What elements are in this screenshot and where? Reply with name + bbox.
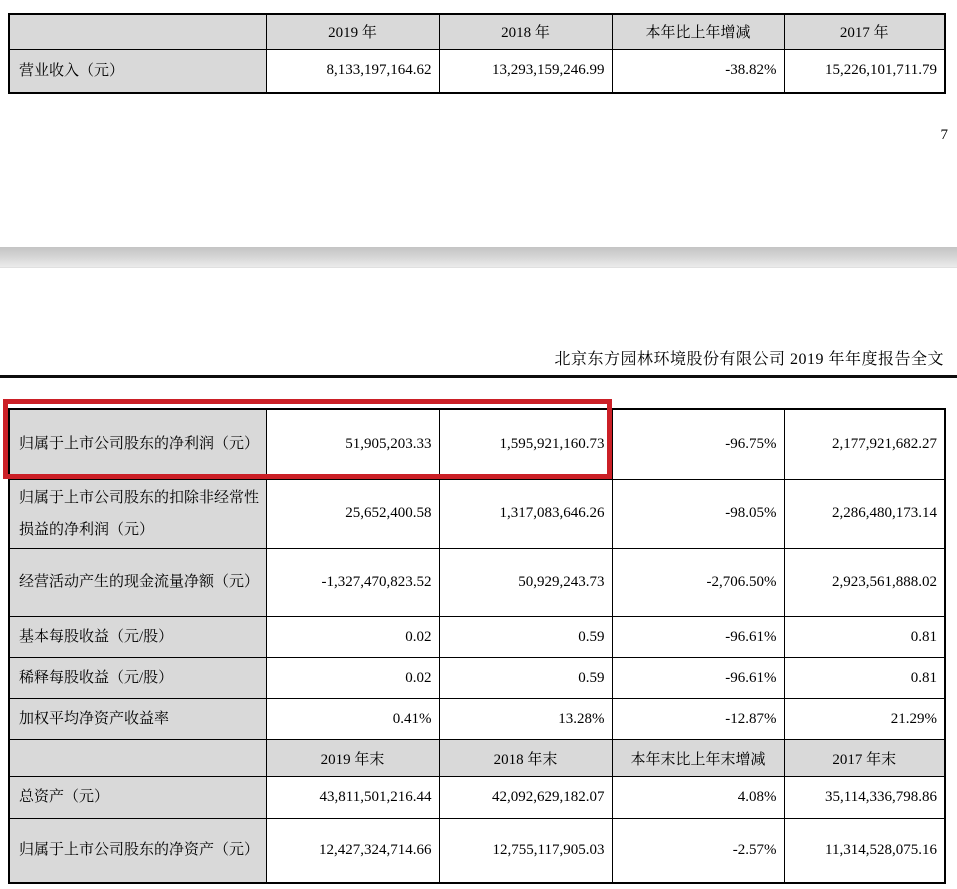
row-label-cell: 总资产（元） xyxy=(9,777,266,819)
header-cell-2018-eoy: 2018 年末 xyxy=(439,740,612,777)
value-cell: -1,327,470,823.52 xyxy=(266,549,439,617)
page-gap-separator xyxy=(0,247,957,268)
value-cell: -96.75% xyxy=(612,409,784,479)
value-cell: 21.29% xyxy=(784,699,945,740)
value-cell: 1,317,083,646.26 xyxy=(439,479,612,549)
value-cell: -2.57% xyxy=(612,819,784,883)
row-label-cell: 加权平均净资产收益率 xyxy=(9,699,266,740)
value-cell: -2,706.50% xyxy=(612,549,784,617)
value-cell: 15,226,101,711.79 xyxy=(784,49,945,93)
table-row xyxy=(9,658,945,699)
header-cell-2019: 2019 年 xyxy=(266,14,439,49)
revenue-table-header-row xyxy=(9,14,945,49)
value-cell: 0.81 xyxy=(784,617,945,658)
row-label-cell: 稀释每股收益（元/股） xyxy=(9,658,266,699)
value-cell: -98.05% xyxy=(612,479,784,549)
row-label-cell: 营业收入（元） xyxy=(9,49,266,93)
value-cell: 8,133,197,164.62 xyxy=(266,49,439,93)
table-row xyxy=(9,549,945,617)
value-cell: 4.08% xyxy=(612,777,784,819)
value-cell: 0.02 xyxy=(266,617,439,658)
value-cell: 25,652,400.58 xyxy=(266,479,439,549)
value-cell: 2,286,480,173.14 xyxy=(784,479,945,549)
header-cell-change-eoy: 本年末比上年末增减 xyxy=(612,740,784,777)
header-cell-empty xyxy=(9,740,266,777)
table-row xyxy=(9,699,945,740)
value-cell: 0.59 xyxy=(439,658,612,699)
value-cell: 0.02 xyxy=(266,658,439,699)
value-cell: 13,293,159,246.99 xyxy=(439,49,612,93)
table-row xyxy=(9,479,945,549)
row-label-cell: 归属于上市公司股东的净利润（元） xyxy=(9,409,266,479)
value-cell: 2,923,561,888.02 xyxy=(784,549,945,617)
header-cell-change: 本年比上年增减 xyxy=(612,14,784,49)
revenue-table xyxy=(8,13,946,94)
value-cell: 2,177,921,682.27 xyxy=(784,409,945,479)
value-cell: 35,114,336,798.86 xyxy=(784,777,945,819)
header-cell-2018: 2018 年 xyxy=(439,14,612,49)
table-row xyxy=(9,819,945,883)
report-header: 北京东方园林环境股份有限公司 2019 年年度报告全文 xyxy=(0,346,957,378)
row-label-cell: 基本每股收益（元/股） xyxy=(9,617,266,658)
value-cell: -12.87% xyxy=(612,699,784,740)
page-number: 7 xyxy=(940,127,948,143)
value-cell: -96.61% xyxy=(612,617,784,658)
value-cell: 43,811,501,216.44 xyxy=(266,777,439,819)
value-cell: 50,929,243.73 xyxy=(439,549,612,617)
value-cell: 0.59 xyxy=(439,617,612,658)
value-cell: 12,427,324,714.66 xyxy=(266,819,439,883)
row-label-cell: 归属于上市公司股东的扣除非经常性损益的净利润（元） xyxy=(9,479,266,549)
table-row xyxy=(9,617,945,658)
table-row xyxy=(9,409,945,479)
value-cell: 0.41% xyxy=(266,699,439,740)
value-cell: 12,755,117,905.03 xyxy=(439,819,612,883)
table-row xyxy=(9,49,945,93)
row-label-cell: 归属于上市公司股东的净资产（元） xyxy=(9,819,266,883)
value-cell: 11,314,528,075.16 xyxy=(784,819,945,883)
value-cell: -96.61% xyxy=(612,658,784,699)
header-cell-2017: 2017 年 xyxy=(784,14,945,49)
value-cell: 0.81 xyxy=(784,658,945,699)
value-cell: 13.28% xyxy=(439,699,612,740)
value-cell: 42,092,629,182.07 xyxy=(439,777,612,819)
eoy-header-row xyxy=(9,740,945,777)
value-cell: -38.82% xyxy=(612,49,784,93)
header-cell-empty xyxy=(9,14,266,49)
row-label-cell: 经营活动产生的现金流量净额（元） xyxy=(9,549,266,617)
header-cell-2019-eoy: 2019 年末 xyxy=(266,740,439,777)
header-cell-2017-eoy: 2017 年末 xyxy=(784,740,945,777)
table-row xyxy=(9,777,945,819)
key-financials-table xyxy=(8,408,946,884)
value-cell: 1,595,921,160.73 xyxy=(439,409,612,479)
value-cell: 51,905,203.33 xyxy=(266,409,439,479)
